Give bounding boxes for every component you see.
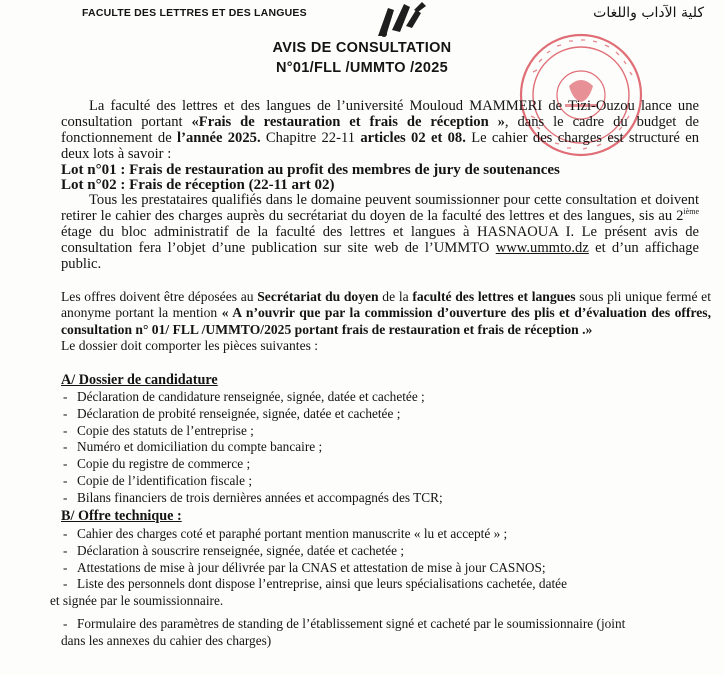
list-item: - Copie du registre de commerce ; — [63, 456, 251, 472]
faculty-name-fr: FACULTE DES LETTRES ET DES LANGUES — [82, 7, 307, 19]
list-item: - Cahier des charges coté et paraphé portant mention manuscrite « lu et accepté » ; — [63, 526, 508, 541]
section-a-list — [61, 389, 443, 507]
list-item: - Déclaration de candidature renseignée, signée, datée et cachetée ; — [63, 389, 425, 404]
superscript: ième — [683, 207, 699, 217]
submission-paragraph: Les offres doivent être déposées au Secrétariat du doyen de la faculté des lettres et langues sous pli unique fermé et anonyme portant la mention « A n’ouvrir que par la commission d’ouverture des plis et d’évaluation des offres, consultation n° 01/ FLL /UMMTO/2025 portant frais de restauration et frais de réception .» Le dossier doit comporter les pièces suivantes : — [61, 289, 711, 354]
document-title: AVIS DE CONSULTATION — [272, 40, 452, 56]
faculty-name-ar: كلية الآداب واللغات — [593, 5, 704, 21]
section-a-title: A/ Dossier de candidature — [61, 372, 218, 388]
list-item: - Copie des statuts de l’entreprise ; — [63, 422, 254, 438]
website-link[interactable]: www.ummto.dz — [495, 239, 589, 256]
list-item-continuation: et signée par le soumissionnaire. — [50, 593, 224, 609]
lot-2: Lot n°02 : Frais de réception (22-11 art 02) — [61, 177, 335, 193]
list-item-continuation: dans les annexes du cahier des charges) — [61, 632, 272, 648]
list-item: - Attestations de mise à jour délivrée par la CNAS et attestation de mise à jour CASNOS; — [63, 559, 546, 575]
list-item: - Bilans financiers de trois dernières années et accompagnés des TCR; — [63, 489, 443, 505]
section-b-title: B/ Offre technique : — [61, 508, 182, 524]
intro-paragraph: La faculté des lettres et des langues de l’université Mouloud MAMMERI de Tizi-Ouzou lance une consultation portant «Frais de restauration et frais de réception », dans le cadre du budget de fonctionnement de l’année 2025. Chapitre 22-11 articles 02 et 08. Le cahier des charges est structuré en deux lots à savoir : — [61, 98, 700, 162]
list-item: - Liste des personnels dont dispose l’entreprise, ainsi que leurs spécialisations cachetée, datée — [63, 576, 567, 592]
list-item: - Copie de l’identification fiscale ; — [63, 472, 253, 488]
section-b-list — [50, 526, 625, 650]
list-item: - Déclaration à souscrire renseignée, signée, datée et cachetée ; — [63, 542, 405, 558]
list-item: - Déclaration de probité renseignée, signée, datée et cachetée ; — [63, 405, 401, 421]
required-documents-intro: Le dossier doit comporter les pièces suivantes : — [61, 338, 319, 354]
university-logo-icon — [348, 0, 448, 38]
document-number: N°01/FLL /UMMTO /2025 — [276, 60, 448, 76]
list-item: - Formulaire des paramètres de standing de l’établissement signé et cacheté par le soumissionnaire (joint — [63, 615, 626, 631]
eligibility-paragraph: Tous les prestataires qualifiés dans le domaine peuvent soumissionner pour cette consultation et doivent retirer le cahier des charges auprès du secrétariat du doyen de la faculté des lettres et des langues, sis au 2ième étage du bloc administratif de la faculté des lettres et langues à HASNAOUA I. Le présent avis de consultation fera l’objet d’une publication sur site web de l’UMMTO www.ummto.dz et d’un affichage public. — [61, 192, 699, 272]
list-item: - Numéro et domiciliation du compte bancaire ; — [63, 439, 323, 455]
lot-1: Lot n°01 : Frais de restauration au profit des membres de jury de soutenances — [61, 162, 560, 178]
